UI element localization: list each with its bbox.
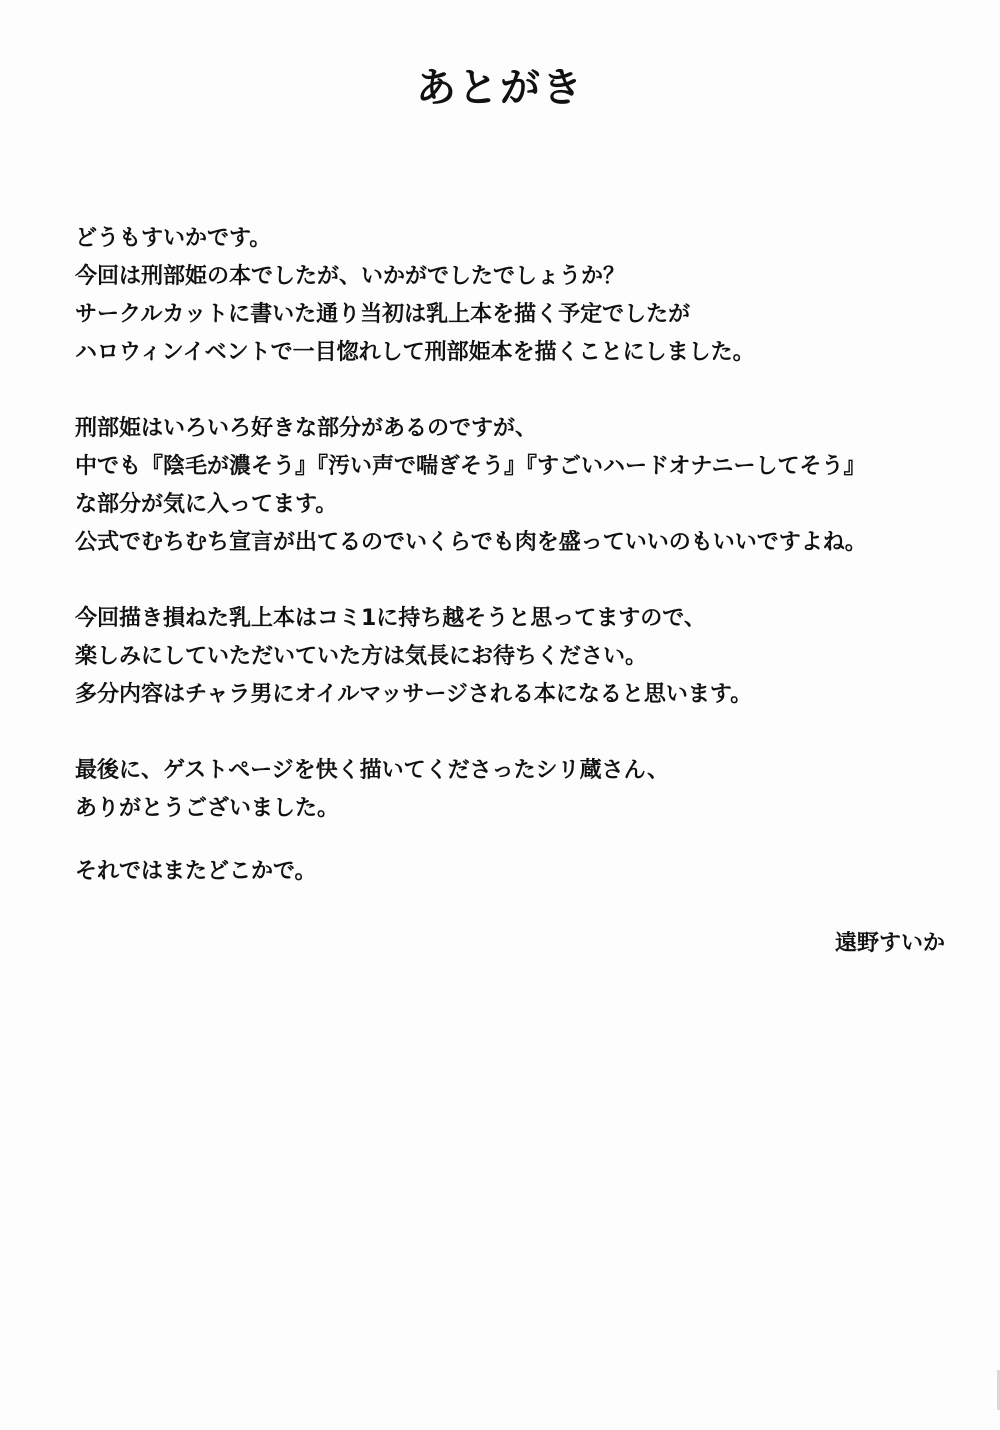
author-signature: 遠野すいか bbox=[834, 931, 945, 956]
text-line: 刑部姫はいろいろ好きな部分があるのですが、 bbox=[75, 416, 538, 441]
text-line: 多分内容はチャラ男にオイルマッサージされる本になると思います。 bbox=[75, 682, 753, 707]
paragraph-greeting bbox=[75, 220, 955, 372]
page-title: あとがき bbox=[416, 65, 584, 111]
paragraph-thanks bbox=[75, 752, 955, 828]
text-line: 今回描き損ねた乳上本はコミ1に持ち越そうと思ってますので、 bbox=[75, 606, 706, 631]
closing-line: それではまたどこかで。 bbox=[75, 859, 317, 884]
afterword-body bbox=[75, 220, 955, 848]
text-line: ハロウィンイベントで一目惚れして刑部姫本を描くことにしました。 bbox=[75, 340, 755, 365]
text-line: どうもすいかです。 bbox=[75, 226, 272, 251]
text-line: 中でも『陰毛が濃そう』『汚い声で喘ぎそう』『すごいハードオナニーしてそう』 bbox=[75, 454, 866, 479]
paragraph-next-book bbox=[75, 600, 955, 714]
text-line: な部分が気に入ってます。 bbox=[75, 492, 338, 517]
text-line: ありがとうございました。 bbox=[75, 796, 340, 821]
text-line: 今回は刑部姫の本でしたが、いかがでしたでしょうか？ bbox=[75, 264, 626, 289]
text-line: サークルカットに書いた通り当初は乳上本を描く予定でしたが bbox=[75, 302, 691, 327]
text-line: 最後に、ゲストページを快く描いてくださったシリ蔵さん、 bbox=[75, 758, 670, 783]
text-line: 楽しみにしていただいていた方は気長にお待ちください。 bbox=[75, 644, 648, 669]
text-line: 公式でむちむち宣言が出てるのでいくらでも肉を盛っていいのもいいですよね。 bbox=[75, 530, 867, 555]
paragraph-likes bbox=[75, 410, 955, 562]
